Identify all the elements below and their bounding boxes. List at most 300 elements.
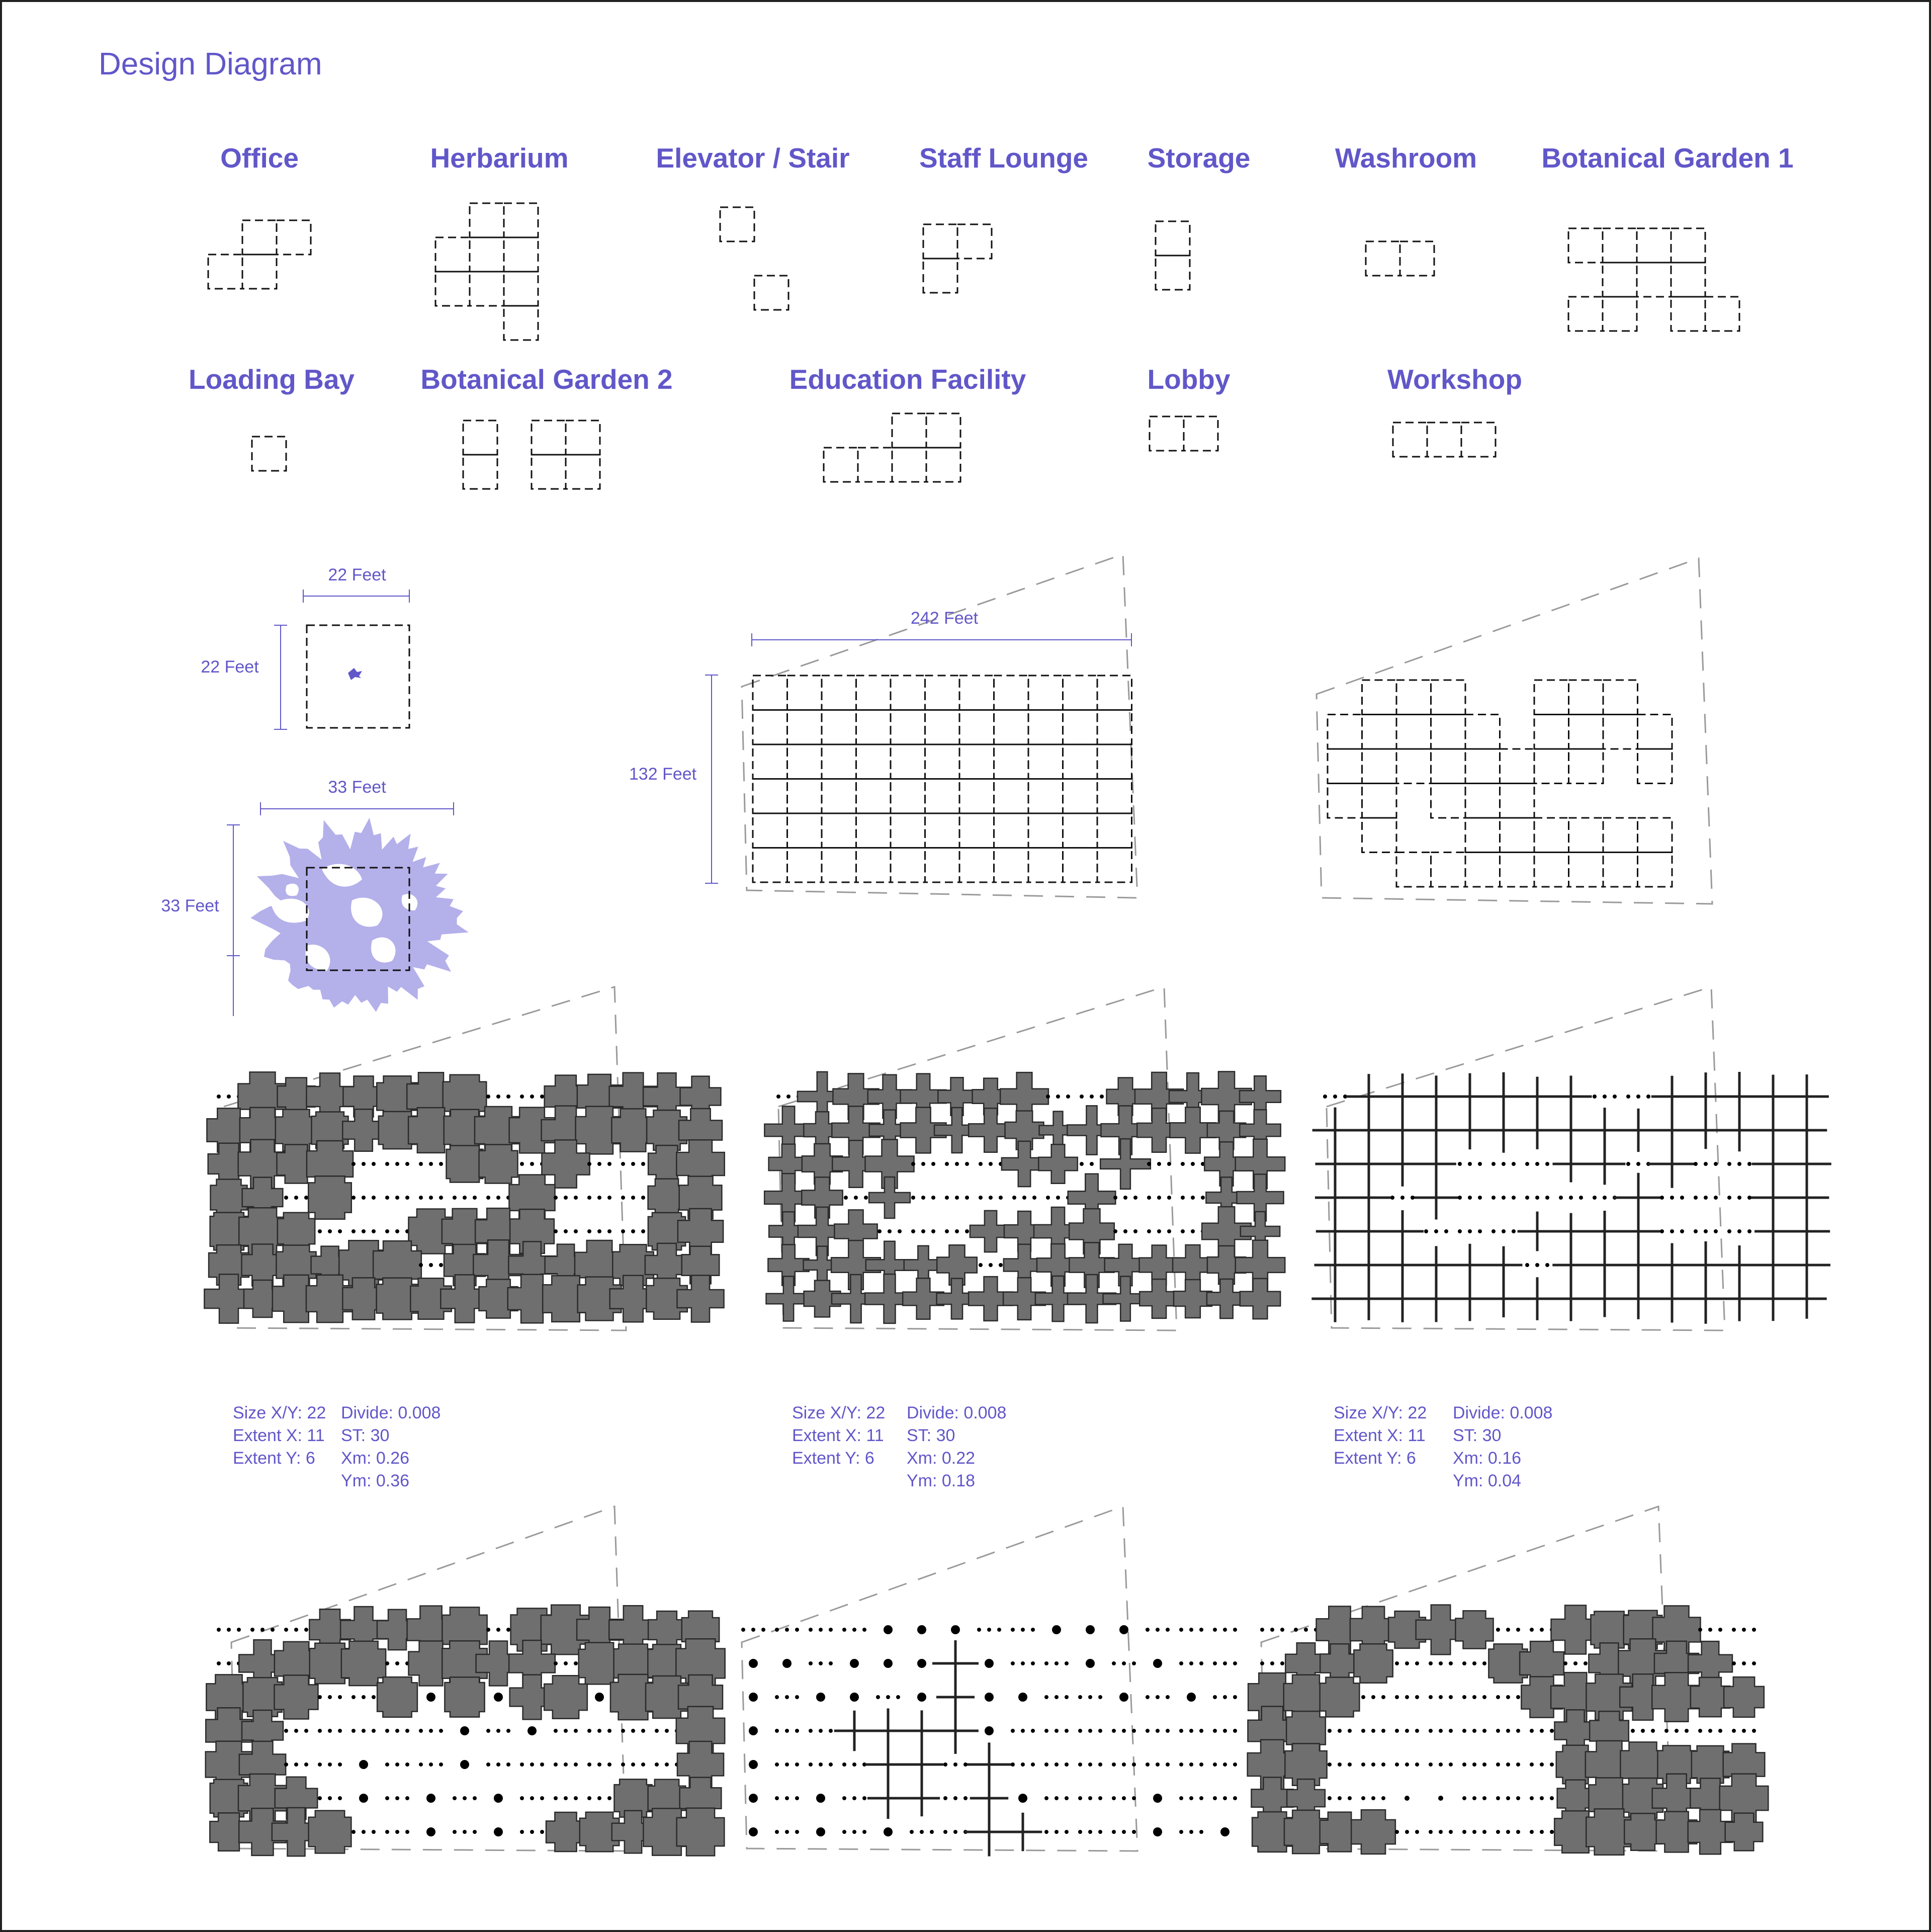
column-dot bbox=[486, 1762, 490, 1767]
column-dot bbox=[1496, 1695, 1500, 1699]
column-dot bbox=[1181, 1229, 1185, 1233]
site-outline bbox=[1327, 987, 1725, 1330]
column-dot bbox=[655, 1729, 659, 1733]
column-dot bbox=[1506, 1830, 1510, 1834]
column-dot bbox=[1429, 1661, 1433, 1665]
column-dot bbox=[574, 1729, 578, 1733]
site-module bbox=[994, 848, 1029, 883]
param-ym: Ym: 0.18 bbox=[907, 1471, 976, 1490]
workshop-module bbox=[1393, 423, 1427, 457]
site-module bbox=[891, 676, 925, 710]
column-dot bbox=[1189, 1661, 1193, 1665]
column-dot bbox=[898, 1229, 902, 1233]
column-dot bbox=[979, 1196, 983, 1200]
column-dot bbox=[829, 1661, 833, 1665]
column-dot bbox=[1512, 1196, 1516, 1200]
column-dot bbox=[1179, 1729, 1183, 1733]
program-layout-module bbox=[1328, 784, 1362, 818]
column-dot bbox=[921, 1229, 925, 1233]
column-dot bbox=[896, 1695, 900, 1699]
column-dot bbox=[359, 1794, 368, 1803]
column-dot bbox=[1167, 1162, 1171, 1166]
bird-icon bbox=[348, 668, 362, 680]
site-module bbox=[856, 848, 891, 883]
column-dot bbox=[318, 1729, 322, 1733]
column-dot bbox=[665, 1729, 669, 1733]
column-dot bbox=[1112, 1796, 1116, 1800]
column-dot bbox=[1233, 1695, 1237, 1699]
column-dot bbox=[506, 1628, 510, 1632]
column-dot bbox=[1132, 1796, 1136, 1800]
column-dot bbox=[1405, 1762, 1409, 1767]
column-dot bbox=[1491, 1196, 1496, 1200]
column-dot bbox=[1098, 1796, 1102, 1800]
column-dot bbox=[1482, 1796, 1486, 1800]
site-module bbox=[822, 813, 856, 848]
program-layout-module bbox=[1465, 784, 1500, 818]
column-dot bbox=[587, 1729, 591, 1733]
site-module bbox=[1063, 744, 1098, 779]
column-dot bbox=[1472, 1830, 1476, 1834]
column-dot bbox=[1055, 1695, 1059, 1699]
column-dot bbox=[1213, 1762, 1217, 1767]
column-dot bbox=[460, 1760, 469, 1769]
education-facility-module bbox=[926, 448, 960, 482]
program-label-loading-bay: Loading Bay bbox=[188, 364, 355, 395]
column-dot bbox=[597, 1229, 601, 1233]
column-dot bbox=[1472, 1796, 1476, 1800]
column-dot bbox=[294, 1762, 298, 1767]
office-module bbox=[208, 255, 242, 289]
column-dot bbox=[385, 1729, 389, 1733]
param-ym: Ym: 0.04 bbox=[1453, 1471, 1522, 1490]
parameter-set-3 bbox=[1334, 1403, 1552, 1490]
herbarium-module bbox=[504, 237, 538, 272]
column-dot bbox=[1439, 1661, 1443, 1665]
column-dot bbox=[1119, 1625, 1128, 1634]
column-dot bbox=[1516, 1628, 1520, 1632]
column-dot bbox=[217, 1661, 221, 1665]
column-dot bbox=[911, 1162, 915, 1166]
column-dot bbox=[294, 1196, 298, 1200]
column-dot bbox=[227, 1661, 231, 1665]
column-dot bbox=[1052, 1625, 1061, 1634]
column-dot bbox=[884, 1827, 893, 1836]
param-size: Size X/Y: 22 bbox=[792, 1403, 886, 1422]
column-dot bbox=[921, 1196, 925, 1200]
column-dot bbox=[1468, 1196, 1472, 1200]
column-dot bbox=[985, 1726, 994, 1735]
botanical-garden-1-module bbox=[1603, 228, 1637, 263]
plus-block bbox=[479, 1145, 518, 1184]
column-dot bbox=[506, 1762, 510, 1767]
column-dot bbox=[1031, 1628, 1035, 1632]
column-dot bbox=[1458, 1229, 1462, 1233]
column-dot bbox=[520, 1762, 524, 1767]
herbarium-module bbox=[504, 203, 538, 237]
column-dot bbox=[1056, 1095, 1060, 1099]
plus-block bbox=[1139, 1279, 1179, 1318]
program-layout-module bbox=[1534, 853, 1569, 887]
program-layout-module bbox=[1638, 715, 1673, 749]
column-dot bbox=[1462, 1695, 1466, 1699]
variant-blocks-5 bbox=[741, 1625, 1237, 1857]
plus-block bbox=[447, 1146, 483, 1183]
column-dot bbox=[1119, 1693, 1128, 1702]
column-dot bbox=[1189, 1628, 1193, 1632]
column-dot bbox=[405, 1796, 409, 1800]
site-module bbox=[1028, 813, 1063, 848]
plus-block bbox=[648, 1611, 685, 1648]
column-dot bbox=[1535, 1196, 1539, 1200]
column-dot bbox=[1223, 1661, 1227, 1665]
program-layout-module bbox=[1603, 853, 1638, 887]
column-dot bbox=[1055, 1762, 1059, 1767]
washroom-module bbox=[1400, 241, 1434, 276]
column-dot bbox=[1462, 1796, 1466, 1800]
column-dot bbox=[439, 1729, 443, 1733]
column-dot bbox=[816, 1827, 825, 1836]
column-dot bbox=[1727, 1229, 1731, 1233]
site-module bbox=[787, 779, 822, 814]
column-dot bbox=[1031, 1661, 1035, 1665]
column-dot bbox=[1046, 1196, 1050, 1200]
column-dot bbox=[862, 1796, 866, 1800]
program-label-botanical-garden-2: Botanical Garden 2 bbox=[420, 364, 673, 395]
column-dot bbox=[1078, 1830, 1082, 1834]
site-module bbox=[925, 848, 960, 883]
column-dot bbox=[809, 1628, 813, 1632]
column-dot bbox=[1530, 1796, 1534, 1800]
column-dot bbox=[1044, 1661, 1048, 1665]
variant-diagram-5 bbox=[741, 1506, 1237, 1857]
column-dot bbox=[1179, 1628, 1183, 1632]
column-dot bbox=[775, 1762, 779, 1767]
column-dot bbox=[1153, 1794, 1162, 1803]
program-layout-module bbox=[1534, 715, 1569, 749]
column-dot bbox=[1044, 1762, 1048, 1767]
education-facility-module bbox=[824, 448, 858, 482]
column-dot bbox=[1090, 1095, 1094, 1099]
param-extent-x: Extent X: 11 bbox=[233, 1426, 325, 1445]
column-dot bbox=[1411, 1196, 1415, 1200]
elevator-stair-module bbox=[720, 207, 754, 241]
site-module bbox=[994, 779, 1029, 814]
column-dot bbox=[1727, 1196, 1731, 1200]
column-dot bbox=[587, 1796, 591, 1800]
column-dot bbox=[1478, 1229, 1482, 1233]
program-layout-module bbox=[1362, 749, 1397, 784]
column-dot bbox=[862, 1628, 866, 1632]
column-dot bbox=[338, 1796, 342, 1800]
column-dot bbox=[496, 1729, 500, 1733]
column-dot bbox=[786, 1095, 791, 1099]
column-dot bbox=[955, 1229, 959, 1233]
column-dot bbox=[1078, 1729, 1082, 1733]
column-dot bbox=[1506, 1729, 1510, 1733]
column-dot bbox=[1371, 1695, 1375, 1699]
column-dot bbox=[884, 1659, 893, 1668]
column-dot bbox=[607, 1796, 611, 1800]
column-dot bbox=[284, 1628, 288, 1632]
column-dot bbox=[359, 1760, 368, 1769]
column-dot bbox=[749, 1794, 758, 1803]
column-dot bbox=[1593, 1196, 1597, 1200]
column-dot bbox=[1044, 1729, 1048, 1733]
column-dot bbox=[328, 1762, 332, 1767]
column-dot bbox=[429, 1263, 433, 1267]
column-dot bbox=[1429, 1762, 1433, 1767]
site-module bbox=[1028, 710, 1063, 745]
column-dot bbox=[439, 1196, 443, 1200]
module-dimension-diagram bbox=[201, 565, 409, 729]
column-dot bbox=[1065, 1695, 1069, 1699]
column-dot bbox=[395, 1229, 399, 1233]
column-dot bbox=[1044, 1830, 1048, 1834]
column-dot bbox=[1550, 1729, 1554, 1733]
column-dot bbox=[1694, 1162, 1698, 1166]
column-dot bbox=[1021, 1762, 1025, 1767]
column-dot bbox=[473, 1196, 477, 1200]
column-dot bbox=[439, 1162, 443, 1166]
column-dot bbox=[1506, 1628, 1510, 1632]
column-dot bbox=[631, 1162, 635, 1166]
column-dot bbox=[1153, 1659, 1162, 1668]
column-dot bbox=[1670, 1196, 1674, 1200]
column-dot bbox=[463, 1796, 467, 1800]
column-dot bbox=[1112, 1729, 1116, 1733]
storage-module bbox=[1156, 221, 1190, 256]
program-layout-module bbox=[1396, 853, 1431, 887]
column-dot bbox=[1390, 1196, 1394, 1200]
column-dot bbox=[597, 1796, 601, 1800]
column-dot bbox=[1462, 1661, 1466, 1665]
program-layout-module bbox=[1431, 784, 1466, 818]
column-dot bbox=[1680, 1229, 1684, 1233]
column-dot bbox=[597, 1196, 601, 1200]
column-dot bbox=[1338, 1729, 1342, 1733]
column-dot bbox=[631, 1196, 635, 1200]
column-dot bbox=[1732, 1661, 1736, 1665]
column-dot bbox=[852, 1796, 856, 1800]
column-dot bbox=[260, 1628, 265, 1632]
column-dot bbox=[520, 1796, 524, 1800]
column-dot bbox=[1011, 1762, 1015, 1767]
column-dot bbox=[496, 1762, 500, 1767]
column-dot bbox=[1223, 1796, 1227, 1800]
column-dot bbox=[1032, 1196, 1036, 1200]
column-dot bbox=[1439, 1762, 1443, 1767]
column-dot bbox=[1381, 1695, 1385, 1699]
column-dot bbox=[486, 1095, 490, 1099]
param-size: Size X/Y: 22 bbox=[1334, 1403, 1427, 1422]
column-dot bbox=[1496, 1628, 1500, 1632]
column-dot bbox=[520, 1162, 524, 1166]
office-module bbox=[242, 220, 277, 255]
column-dot bbox=[607, 1196, 611, 1200]
column-dot bbox=[977, 1628, 981, 1632]
column-dot bbox=[1147, 1196, 1151, 1200]
column-dot bbox=[1213, 1729, 1217, 1733]
site-module bbox=[787, 710, 822, 745]
column-dot bbox=[554, 1796, 558, 1800]
column-dot bbox=[1525, 1263, 1529, 1267]
column-dot bbox=[395, 1762, 399, 1767]
column-dot bbox=[1122, 1762, 1126, 1767]
column-dot bbox=[530, 1830, 534, 1834]
column-dot bbox=[1675, 1729, 1679, 1733]
column-dot bbox=[1742, 1729, 1746, 1733]
column-dot bbox=[1132, 1830, 1136, 1834]
column-dot bbox=[1011, 1661, 1015, 1665]
column-dot bbox=[1698, 1628, 1702, 1632]
column-dot bbox=[419, 1162, 423, 1166]
site-width-label: 242 Feet bbox=[910, 609, 979, 628]
column-dot bbox=[1223, 1628, 1227, 1632]
column-dot bbox=[1685, 1729, 1689, 1733]
column-dot bbox=[352, 1830, 356, 1834]
column-dot bbox=[1482, 1695, 1486, 1699]
column-dot bbox=[1680, 1196, 1684, 1200]
column-dot bbox=[1395, 1729, 1399, 1733]
column-dot bbox=[1189, 1830, 1193, 1834]
column-dot bbox=[564, 1196, 568, 1200]
column-dot bbox=[931, 1162, 935, 1166]
column-dot bbox=[405, 1830, 409, 1834]
column-dot bbox=[1496, 1762, 1500, 1767]
column-dot bbox=[426, 1827, 435, 1836]
botanical-garden-1-module bbox=[1637, 228, 1671, 263]
column-dot bbox=[1260, 1661, 1264, 1665]
site-module bbox=[1063, 676, 1098, 710]
column-dot bbox=[1405, 1830, 1409, 1834]
column-dot bbox=[989, 1263, 993, 1267]
program-label-storage: Storage bbox=[1147, 142, 1251, 174]
column-dot bbox=[554, 1762, 558, 1767]
column-dot bbox=[1280, 1661, 1284, 1665]
plus-block bbox=[308, 1176, 352, 1219]
column-dot bbox=[1747, 1162, 1751, 1166]
column-dot bbox=[419, 1263, 423, 1267]
variant-diagram-2 bbox=[764, 987, 1285, 1330]
column-dot bbox=[816, 1693, 825, 1702]
site-module bbox=[822, 710, 856, 745]
column-dot bbox=[953, 1830, 957, 1834]
site-module bbox=[1028, 744, 1063, 779]
herbarium-module bbox=[435, 237, 470, 272]
plus-block bbox=[1351, 1810, 1395, 1854]
column-dot bbox=[486, 1628, 490, 1632]
column-dot bbox=[1371, 1796, 1375, 1800]
column-dot bbox=[453, 1196, 457, 1200]
column-dot bbox=[494, 1693, 503, 1702]
site-module bbox=[822, 676, 856, 710]
column-dot bbox=[1381, 1762, 1385, 1767]
column-dot bbox=[1415, 1661, 1419, 1665]
column-dot bbox=[429, 1162, 433, 1166]
column-dot bbox=[987, 1628, 991, 1632]
column-dot bbox=[419, 1762, 423, 1767]
column-dot bbox=[1371, 1762, 1375, 1767]
column-dot bbox=[819, 1762, 823, 1767]
office-module bbox=[277, 220, 311, 255]
column-dot bbox=[1191, 1162, 1195, 1166]
column-dot bbox=[453, 1830, 457, 1834]
column-dot bbox=[785, 1762, 789, 1767]
column-dot bbox=[943, 1796, 947, 1800]
column-dot bbox=[1516, 1729, 1520, 1733]
plus-block bbox=[869, 1177, 910, 1218]
column-dot bbox=[1328, 1729, 1332, 1733]
column-dot bbox=[338, 1729, 342, 1733]
column-dot bbox=[785, 1796, 789, 1800]
herbarium-module bbox=[504, 272, 538, 306]
column-dot bbox=[761, 1628, 765, 1632]
column-dot bbox=[1146, 1729, 1150, 1733]
parameter-set-2 bbox=[792, 1403, 1006, 1490]
site-module bbox=[1097, 744, 1132, 779]
column-dot bbox=[352, 1196, 356, 1200]
column-dot bbox=[284, 1762, 288, 1767]
botanical-garden-1-module bbox=[1637, 263, 1671, 297]
column-dot bbox=[1468, 1229, 1472, 1233]
column-dot bbox=[328, 1796, 332, 1800]
plus-block bbox=[1240, 1279, 1280, 1319]
site-module bbox=[994, 813, 1029, 848]
column-dot bbox=[1670, 1229, 1674, 1233]
column-dot bbox=[809, 1762, 813, 1767]
column-dot bbox=[1191, 1229, 1195, 1233]
column-dot bbox=[1545, 1196, 1549, 1200]
column-dot bbox=[385, 1796, 389, 1800]
column-dot bbox=[564, 1229, 568, 1233]
param-divide: Divide: 0.008 bbox=[341, 1403, 441, 1422]
column-dot bbox=[494, 1827, 503, 1836]
column-dot bbox=[955, 1162, 959, 1166]
column-dot bbox=[1044, 1796, 1048, 1800]
column-dot bbox=[1233, 1628, 1237, 1632]
column-dot bbox=[854, 1196, 858, 1200]
plus-block bbox=[445, 1677, 484, 1717]
column-dot bbox=[574, 1796, 578, 1800]
column-dot bbox=[574, 1661, 578, 1665]
variant-diagram-1 bbox=[204, 987, 724, 1330]
column-dot bbox=[453, 1796, 457, 1800]
program-label-lobby: Lobby bbox=[1147, 364, 1231, 395]
column-dot bbox=[1348, 1729, 1352, 1733]
herbarium-module bbox=[470, 237, 504, 272]
column-dot bbox=[1199, 1796, 1203, 1800]
column-dot bbox=[1439, 1830, 1443, 1834]
plus-block bbox=[278, 1213, 315, 1250]
column-dot bbox=[1055, 1661, 1059, 1665]
column-dot bbox=[1714, 1196, 1718, 1200]
param-extent-y: Extent Y: 6 bbox=[233, 1449, 315, 1468]
column-dot bbox=[1146, 1695, 1150, 1699]
column-dot bbox=[819, 1729, 823, 1733]
program-layout-module bbox=[1328, 749, 1362, 784]
module-height-label: 22 Feet bbox=[201, 657, 259, 677]
column-dot bbox=[1660, 1229, 1664, 1233]
column-dot bbox=[641, 1196, 645, 1200]
column-dot bbox=[621, 1762, 625, 1767]
column-dot bbox=[372, 1729, 376, 1733]
column-dot bbox=[1018, 1794, 1027, 1803]
program-layout-module bbox=[1500, 784, 1535, 818]
column-dot bbox=[945, 1196, 949, 1200]
column-dot bbox=[641, 1162, 645, 1166]
plus-block bbox=[1725, 1813, 1763, 1851]
